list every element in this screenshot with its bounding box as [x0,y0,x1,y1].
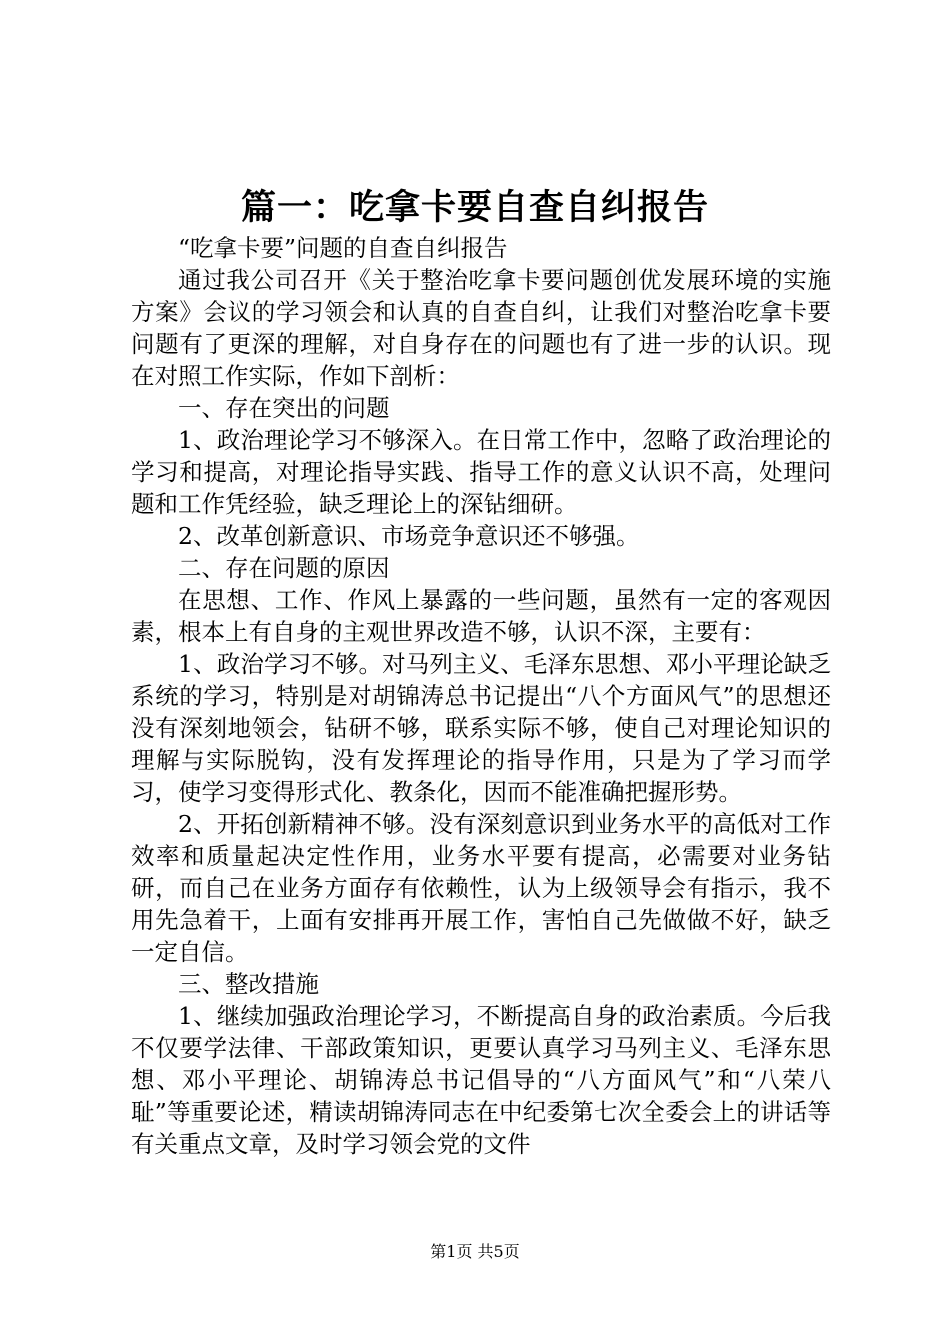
paragraph-cause-1: 1、政治学习不够。对马列主义、毛泽东思想、邓小平理论缺乏系统的学习，特别是对胡锦涛总书记提出“八个方面风气”的思想还没有深刻地领会，钻研不够，联系实际不够，使自己对理论知识的理解与实际脱钩，没有发挥理论的指导作用，只是为了学习而学习，使学习变得形式化、教条化，因而不能准确把握形势。 [131,650,831,806]
document-title: 篇一：吃拿卡要自查自纠报告 [240,187,709,228]
section-heading-causes: 二、存在问题的原因 [178,554,390,582]
paragraph-measure-1: 1、继续加强政治理论学习，不断提高自身的政治素质。今后我不仅要学法律、干部政策知识，更要认真学习马列主义、毛泽东思想、邓小平理论、胡锦涛总书记倡导的“八方面风气”和“八荣八耻”等重要论述，精读胡锦涛同志在中纪委第七次全委会上的讲话等有关重点文章，及时学习领会党的文件 [131,1002,831,1158]
paragraph-problem-2: 2、改革创新意识、市场竞争意识还不够强。 [178,522,640,550]
paragraph-problem-1: 1、政治理论学习不够深入。在日常工作中，忽略了政治理论的学习和提高，对理论指导实践、指导工作的意义认识不高，处理问题和工作凭经验，缺乏理论上的深钻细研。 [131,426,831,518]
paragraph-causes-intro: 在思想、工作、作风上暴露的一些问题，虽然有一定的客观因素，根本上有自身的主观世界改造不够，认识不深，主要有： [131,586,831,646]
paragraph-cause-2: 2、开拓创新精神不够。没有深刻意识到业务水平的高低对工作效率和质量起决定性作用，业务水平要有提高，必需要对业务钻研，而自己在业务方面存有依赖性，认为上级领导会有指示，我不用先急着干，上面有安排再开展工作，害怕自己先做做不好，缺乏一定自信。 [131,810,831,966]
page-number-footer: 第1页 共5页 [430,1242,520,1261]
section-heading-problems: 一、存在突出的问题 [178,394,390,422]
paragraph-intro: 通过我公司召开《关于整治吃拿卡要问题创优发展环境的实施方案》会议的学习领会和认真的自查自纠，让我们对整治吃拿卡要问题有了更深的理解，对自身存在的问题也有了进一步的认识。现在对照工作实际，作如下剖析： [131,266,831,390]
section-heading-measures: 三、整改措施 [178,970,319,998]
paragraph-subtitle: “吃拿卡要”问题的自查自纠报告 [178,234,508,262]
document-body [131,232,831,1160]
